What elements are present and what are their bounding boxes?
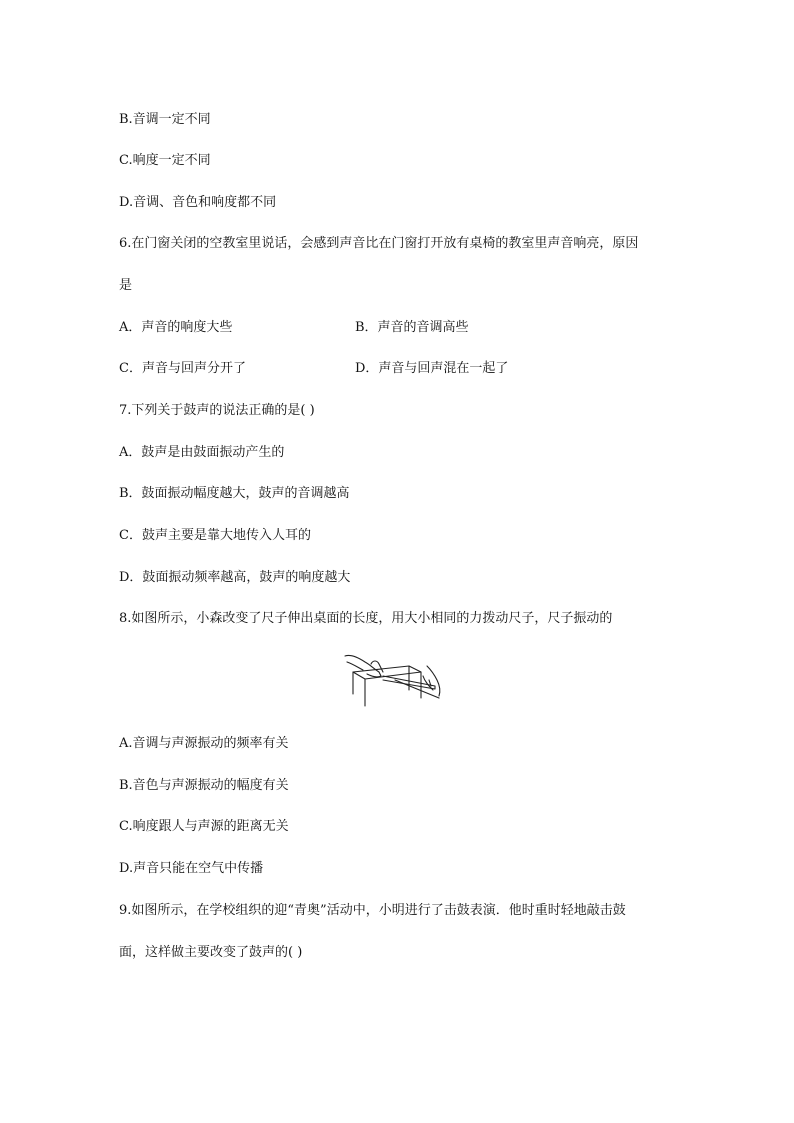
question-7-text: 7.下列关于鼓声的说法正确的是( ): [119, 403, 315, 418]
ruler-on-table-figure: [343, 646, 443, 708]
q6-option-a: A．声音的响度大些: [119, 320, 233, 335]
q7-option-b: B．鼓面振动幅度越大，鼓声的音调越高: [119, 486, 350, 501]
option-b-prev: B.音调一定不同: [119, 112, 211, 127]
q6-option-b: B．声音的音调高些: [355, 320, 469, 335]
question-6-text-cont: 是: [119, 278, 133, 293]
question-9-text-cont: 面，这样做主要改变了鼓声的( ): [119, 945, 303, 960]
q8-option-d: D.声音只能在空气中传播: [119, 861, 264, 876]
q6-option-d: D．声音与回声混在一起了: [355, 361, 509, 376]
q7-option-d: D．鼓面振动频率越高，鼓声的响度越大: [119, 570, 351, 585]
option-c-prev: C.响度一定不同: [119, 153, 211, 168]
q8-option-a: A.音调与声源振动的频率有关: [119, 736, 289, 751]
q8-option-c: C.响度跟人与声源的距离无关: [119, 819, 289, 834]
q6-option-c: C．声音与回声分开了: [119, 361, 246, 376]
question-9-text: 9.如图所示，在学校组织的迎“青奥”活动中，小明进行了击鼓表演．他时重时轻地敲击鼓: [119, 903, 626, 918]
q8-option-b: B.音色与声源振动的幅度有关: [119, 778, 289, 793]
question-8-text: 8.如图所示，小森改变了尺子伸出桌面的长度，用大小相同的力拨动尺子，尺子振动的: [119, 611, 613, 626]
option-d-prev: D.音调、音色和响度都不同: [119, 195, 277, 210]
q7-option-c: C．鼓声主要是靠大地传入人耳的: [119, 528, 311, 543]
question-6-text: 6.在门窗关闭的空教室里说话，会感到声音比在门窗打开放有桌椅的教室里声音响亮，原因: [119, 236, 639, 251]
q7-option-a: A．鼓声是由鼓面振动产生的: [119, 445, 285, 460]
